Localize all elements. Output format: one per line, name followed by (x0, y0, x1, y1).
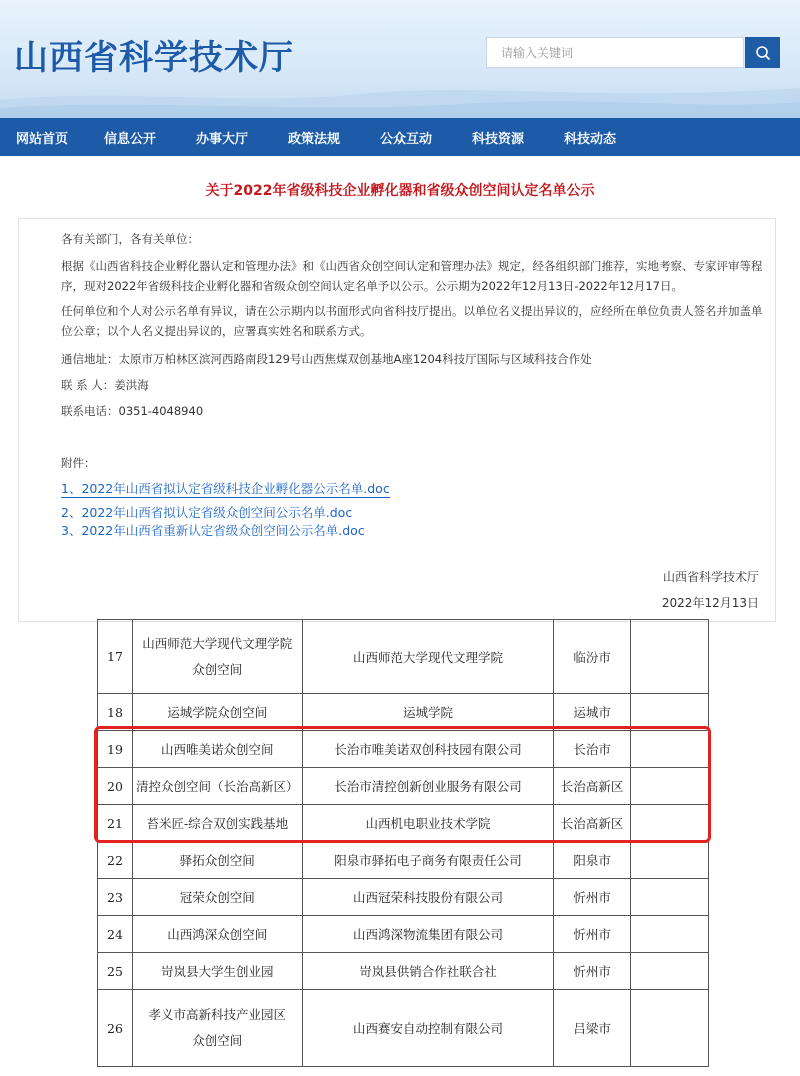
table-row (98, 916, 709, 953)
empty-cell (631, 694, 709, 731)
row-number: 24 (98, 916, 133, 953)
table-row (98, 731, 709, 768)
article-title: 关于2022年省级科技企业孵化器和省级众创空间认定名单公示 (205, 183, 595, 199)
table-row (98, 879, 709, 916)
empty-cell (631, 805, 709, 842)
table-row (98, 694, 709, 731)
nav-item-info-disclosure[interactable]: 信息公开 (103, 131, 156, 147)
space-name: 冠荣众创空间 (132, 879, 302, 916)
empty-cell (631, 731, 709, 768)
attachment-link-3[interactable]: 3、2022年山西省重新认定省级众创空间公示名单.doc (61, 523, 365, 538)
empty-cell (631, 990, 709, 1067)
nav-item-service-hall[interactable]: 办事大厅 (195, 131, 248, 147)
space-name-line-2: 众创空间 (192, 661, 243, 677)
table-row (98, 953, 709, 990)
space-name-line-1: 山西师范大学现代文理学院 (142, 635, 293, 651)
space-name (132, 620, 302, 694)
space-name: 苔米匠-综合双创实践基地 (132, 805, 302, 842)
operating-org: 山西机电职业技术学院 (302, 805, 554, 842)
city: 忻州市 (554, 953, 631, 990)
operating-org: 长治市唯美诺双创科技园有限公司 (302, 731, 554, 768)
search-button[interactable] (745, 37, 780, 68)
empty-cell (631, 620, 709, 694)
operating-org: 山西师范大学现代文理学院 (302, 620, 554, 694)
operating-org: 岢岚县供销合作社联合社 (302, 953, 554, 990)
city: 临汾市 (554, 620, 631, 694)
space-name-line-1: 孝义市高新科技产业园区 (148, 1007, 287, 1022)
space-name: 山西唯美诺众创空间 (132, 731, 302, 768)
row-number: 18 (98, 694, 133, 731)
article-body (18, 218, 776, 622)
row-number: 17 (98, 620, 133, 694)
city: 阳泉市 (554, 842, 631, 879)
table-row (98, 990, 709, 1067)
nav-item-resources[interactable]: 科技资源 (471, 131, 524, 147)
city: 长治市 (554, 731, 631, 768)
contact-person: 联 系 人：姜洪海 (61, 378, 149, 392)
space-name: 驿拓众创空间 (132, 842, 302, 879)
site-title[interactable]: 山西省科学技术厅 (14, 38, 294, 78)
row-number: 20 (98, 768, 133, 805)
site-header (0, 0, 800, 118)
city: 长治高新区 (554, 768, 631, 805)
row-number: 25 (98, 953, 133, 990)
city: 吕梁市 (554, 990, 631, 1067)
row-number: 23 (98, 879, 133, 916)
operating-org: 山西鸿深物流集团有限公司 (302, 916, 554, 953)
space-name (132, 990, 302, 1067)
signature: 山西省科学技术厅 (662, 570, 759, 584)
space-name: 山西鸿深众创空间 (132, 916, 302, 953)
space-name: 岢岚县大学生创业园 (132, 953, 302, 990)
nav-item-home[interactable]: 网站首页 (15, 131, 68, 147)
operating-org: 运城学院 (302, 694, 554, 731)
table-row (98, 620, 709, 694)
operating-org: 阳泉市驿拓电子商务有限责任公司 (302, 842, 554, 879)
publish-date: 2022年12月13日 (661, 596, 759, 610)
space-name-line-2: 众创空间 (192, 1033, 243, 1048)
row-number: 26 (98, 990, 133, 1067)
empty-cell (631, 953, 709, 990)
list-table (97, 619, 709, 1067)
search-input[interactable] (487, 38, 743, 67)
operating-org: 山西冠荣科技股份有限公司 (302, 879, 554, 916)
search-box (486, 37, 744, 68)
contact-phone: 联系电话：0351-4048940 (61, 404, 204, 418)
address: 通信地址：太原市万柏林区滨河西路南段129号山西焦煤双创基地A座1204科技厅国际与区域科技合作处 (61, 352, 592, 366)
attachment-link-1[interactable]: 1、2022年山西省拟认定省级科技企业孵化器公示名单.doc (61, 481, 390, 496)
city: 忻州市 (554, 916, 631, 953)
city: 忻州市 (554, 879, 631, 916)
empty-cell (631, 879, 709, 916)
salutation: 各有关部门，各有关单位： (61, 232, 199, 246)
empty-cell (631, 842, 709, 879)
table-row (98, 842, 709, 879)
city: 长治高新区 (554, 805, 631, 842)
nav-item-news[interactable]: 科技动态 (563, 131, 616, 147)
row-number: 21 (98, 805, 133, 842)
operating-org: 长治市清控创新创业服务有限公司 (302, 768, 554, 805)
nav-item-interaction[interactable]: 公众互动 (379, 131, 432, 147)
empty-cell (631, 768, 709, 805)
attachments-label: 附件： (61, 456, 96, 470)
empty-cell (631, 916, 709, 953)
nav-item-policy[interactable]: 政策法规 (287, 131, 340, 147)
attachment-link-2[interactable]: 2、2022年山西省拟认定省级众创空间公示名单.doc (61, 505, 353, 520)
search-icon (755, 45, 771, 61)
city: 运城市 (554, 694, 631, 731)
space-name: 运城学院众创空间 (132, 694, 302, 731)
space-name: 清控众创空间（长治高新区） (132, 768, 302, 805)
operating-org: 山西赛安自动控制有限公司 (302, 990, 554, 1067)
paragraph-1: 根据《山西省科技企业孵化器认定和管理办法》和《山西省众创空间认定和管理办法》规定，经各组织部门推荐，实地考察、专家评审等程序，现对2022年省级科技企业孵化器和省级众创空间认定名单予以公示。公示期为2022年12月13日-2022年12月17日。 (61, 259, 763, 293)
table-row (98, 768, 709, 805)
row-number: 22 (98, 842, 133, 879)
main-nav (0, 118, 800, 156)
paragraph-2: 任何单位和个人对公示名单有异议，请在公示期内以书面形式向省科技厅提出。以单位名义提出异议的，应经所在单位负责人签名并加盖单位公章；以个人名义提出异议的，应署真实姓名和联系方式。 (61, 304, 763, 338)
row-number: 19 (98, 731, 133, 768)
table-row (98, 805, 709, 842)
